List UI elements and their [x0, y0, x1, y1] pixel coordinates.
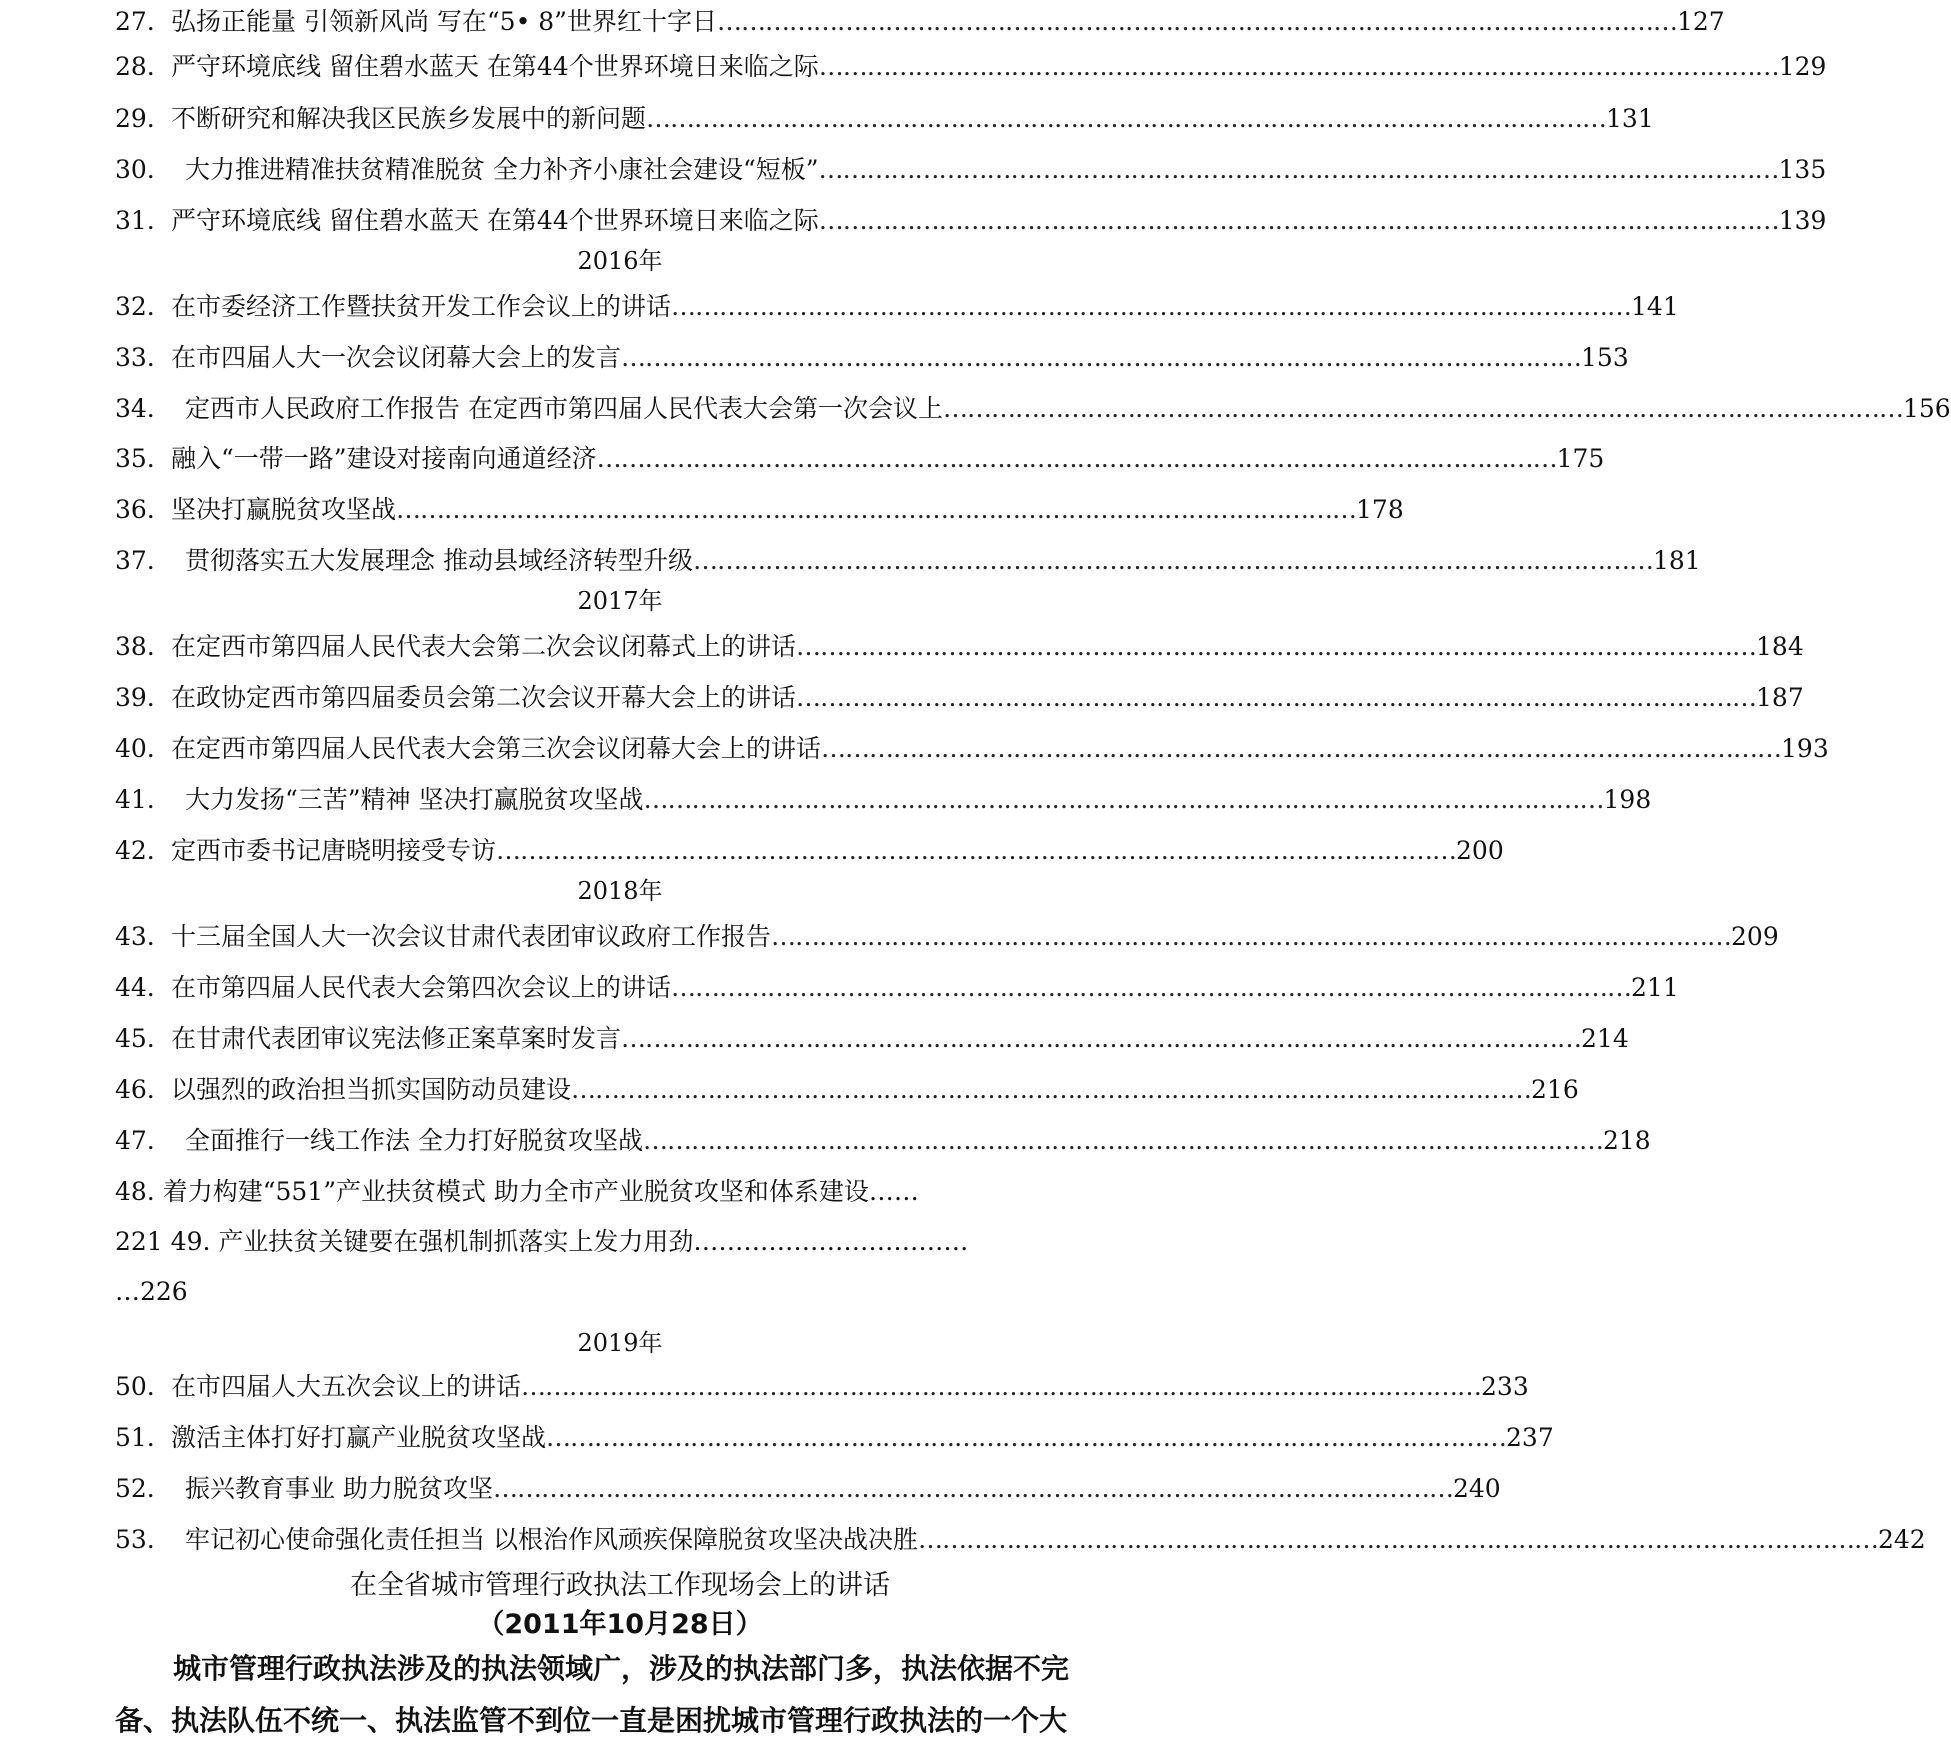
- toc-entry-page: 131: [1606, 104, 1654, 133]
- article-title: 在全省城市管理行政执法工作现场会上的讲话: [350, 1570, 890, 1601]
- toc-entry[interactable]: [115, 915, 1779, 959]
- toc-entry-number: 30.: [115, 155, 155, 184]
- article-date: （2011年10月28日）: [477, 1609, 763, 1640]
- toc-entry-title: 贯彻落实五大发展理念 推动县域经济转型升级: [185, 546, 693, 575]
- toc-entry-title: 全面推行一线工作法 全力打好脱贫攻坚战: [185, 1126, 643, 1155]
- toc-entry[interactable]: [115, 1467, 1501, 1511]
- toc-entry-title: 不断研究和解决我区民族乡发展中的新问题: [171, 104, 647, 133]
- toc-entry[interactable]: [115, 387, 1951, 431]
- toc-entry[interactable]: [115, 829, 1504, 873]
- toc-entry[interactable]: [115, 727, 1829, 771]
- toc-entry[interactable]: [115, 1119, 1651, 1163]
- dot-leader: …………………………………………………………………………………………………………: [546, 1423, 1507, 1452]
- toc-entry[interactable]: [115, 625, 1804, 669]
- toc-entry-page: 216: [1531, 1075, 1579, 1104]
- toc-entry-title: 以强烈的政治担当抓实国防动员建设: [171, 1075, 572, 1104]
- dot-leader: …………………………………………………………………………………………………………: [643, 785, 1604, 814]
- toc-entry-title: 振兴教育事业 助力脱贫攻坚: [185, 1474, 493, 1503]
- toc-entry-number: 42.: [115, 836, 155, 865]
- toc-entry-page: 153: [1581, 343, 1629, 372]
- toc-entry-number: 34.: [115, 394, 155, 423]
- toc-entry-title: 定西市人民政府工作报告 在定西市第四届人民代表大会第一次会议上: [185, 394, 943, 423]
- toc-entry[interactable]: [115, 1017, 1629, 1061]
- dot-leader: …………………………………………………………………………………………………………: [796, 683, 1757, 712]
- dot-leader: …………………………………………………………………………………………………………: [671, 973, 1632, 1002]
- toc-entry[interactable]: [115, 0, 1725, 44]
- toc-entry-page: 156: [1902, 394, 1951, 423]
- toc-entry[interactable]: [115, 285, 1679, 329]
- toc-entry-page: 184: [1756, 632, 1804, 661]
- toc-entry-number: 37.: [115, 546, 155, 575]
- toc-entry[interactable]: [115, 778, 1652, 822]
- toc-entry-title: 大力推进精准扶贫精准脱贫 全力补齐小康社会建设“短板”: [185, 155, 819, 184]
- toc-entry-number: 31.: [115, 206, 155, 235]
- toc-entry-number: 50.: [115, 1372, 155, 1401]
- toc-entry-page: 175: [1556, 444, 1605, 473]
- dot-leader: …………………………………………………………………………………………………………: [818, 52, 1779, 81]
- toc-entry-page: 141: [1631, 292, 1679, 321]
- toc-entry-page: 214: [1581, 1024, 1629, 1053]
- dot-leader: …………………………………………………………………………………………………………: [596, 444, 1557, 473]
- toc-entry-number: 47.: [115, 1126, 155, 1155]
- toc-entry-title: 在市委经济工作暨扶贫开发工作会议上的讲话: [171, 292, 672, 321]
- toc-entry[interactable]: [115, 336, 1629, 380]
- toc-entry-title: 在市第四届人民代表大会第四次会议上的讲话: [171, 973, 672, 1002]
- toc-entry-title: 在甘肃代表团审议宪法修正案草案时发言: [171, 1024, 622, 1053]
- section-year: 2016年: [577, 247, 663, 275]
- toc-entry[interactable]: [115, 1365, 1529, 1409]
- toc-entry-title: 在定西市第四届人民代表大会第三次会议闭幕大会上的讲话: [171, 734, 822, 763]
- toc-entry-number: 32.: [115, 292, 155, 321]
- toc-entry-page: 237: [1506, 1423, 1554, 1452]
- toc-entry-page: 218: [1602, 1126, 1651, 1155]
- toc-wrapped-line: 221 49. 产业扶贫关键要在强机制抓落实上发力用劲……………………………: [115, 1227, 969, 1256]
- toc-entry-page: 135: [1778, 155, 1827, 184]
- toc-entry-page: 178: [1356, 495, 1404, 524]
- dot-leader: …………………………………………………………………………………………………………: [771, 922, 1732, 951]
- article-body-line: 城市管理行政执法涉及的执法领域广，涉及的执法部门多，执法依据不完: [173, 1652, 1070, 1685]
- toc-entry-title: 牢记初心使命强化责任担当 以根治作风顽疾保障脱贫攻坚决战决胜: [185, 1525, 918, 1554]
- toc-entry[interactable]: [115, 97, 1654, 141]
- toc-entry-title: 在市四届人大五次会议上的讲话: [171, 1372, 522, 1401]
- toc-entry[interactable]: [115, 1518, 1926, 1562]
- toc-entry-page: 129: [1778, 52, 1827, 81]
- toc-entry-number: 46.: [115, 1075, 155, 1104]
- toc-entry-page: 139: [1778, 206, 1827, 235]
- toc-entry-number: 39.: [115, 683, 155, 712]
- dot-leader: …………………………………………………………………………………………………………: [521, 1372, 1482, 1401]
- article-body-line: 备、执法队伍不统一、执法监管不到位一直是困扰城市管理行政执法的一个大: [115, 1704, 1068, 1737]
- toc-entry-number: 35.: [115, 444, 155, 473]
- toc-entry-title: 在政协定西市第四届委员会第二次会议开幕大会上的讲话: [171, 683, 797, 712]
- toc-entry-title: 在定西市第四届人民代表大会第二次会议闭幕式上的讲话: [171, 632, 797, 661]
- dot-leader: …………………………………………………………………………………………………………: [796, 632, 1757, 661]
- toc-entry-number: 36.: [115, 495, 155, 524]
- toc-entry-title: 在市四届人大一次会议闭幕大会上的发言: [171, 343, 622, 372]
- toc-entry-number: 41.: [115, 785, 155, 814]
- toc-entry-page: 242: [1877, 1525, 1926, 1554]
- toc-entry-title: 激活主体打好打赢产业脱贫攻坚战: [171, 1423, 547, 1452]
- toc-entry-title: 融入“一带一路”建设对接南向通道经济: [171, 444, 597, 473]
- section-year: 2017年: [577, 587, 663, 615]
- toc-entry-title: 严守环境底线 留住碧水蓝天 在第44个世界环境日来临之际: [171, 52, 819, 81]
- toc-entry-title: 严守环境底线 留住碧水蓝天 在第44个世界环境日来临之际: [171, 206, 819, 235]
- dot-leader: …………………………………………………………………………………………………………: [692, 546, 1653, 575]
- dot-leader: …………………………………………………………………………………………………………: [716, 7, 1677, 36]
- toc-wrapped-line: 48. 着力构建“551”产业扶贫模式 助力全市产业脱贫攻坚和体系建设……: [115, 1177, 919, 1206]
- toc-entry[interactable]: [115, 966, 1679, 1010]
- toc-entry-title: 定西市委书记唐晓明接受专访: [171, 836, 497, 865]
- toc-entry-title: 十三届全国人大一次会议甘肃代表团审议政府工作报告: [171, 922, 772, 951]
- toc-entry[interactable]: [115, 1416, 1554, 1460]
- dot-leader: …………………………………………………………………………………………………………: [621, 1024, 1582, 1053]
- toc-entry-number: 44.: [115, 973, 155, 1002]
- toc-entry[interactable]: [115, 199, 1827, 243]
- toc-entry-page: 193: [1781, 734, 1829, 763]
- toc-entry-number: 28.: [115, 52, 155, 81]
- dot-leader: …………………………………………………………………………………………………………: [818, 206, 1779, 235]
- dot-leader: …………………………………………………………………………………………………………: [642, 1126, 1603, 1155]
- toc-entry-page: 181: [1652, 546, 1701, 575]
- toc-entry[interactable]: [115, 676, 1804, 720]
- dot-leader: …………………………………………………………………………………………………………: [396, 495, 1357, 524]
- toc-entry[interactable]: [115, 148, 1827, 192]
- toc-entry-title: 弘扬正能量 引领新风尚 写在“5• 8”世界红十字日: [171, 7, 717, 36]
- dot-leader: …………………………………………………………………………………………………………: [496, 836, 1457, 865]
- dot-leader: …………………………………………………………………………………………………………: [942, 394, 1903, 423]
- toc-entry-page: 209: [1731, 922, 1779, 951]
- section-year: 2019年: [577, 1329, 663, 1357]
- toc-entry[interactable]: [115, 437, 1605, 481]
- toc-entry-number: 53.: [115, 1525, 155, 1554]
- toc-entry-number: 51.: [115, 1423, 155, 1452]
- toc-entry-page: 187: [1756, 683, 1804, 712]
- toc-entry-page: 233: [1481, 1372, 1529, 1401]
- dot-leader: …………………………………………………………………………………………………………: [671, 292, 1632, 321]
- toc-entry-number: 43.: [115, 922, 155, 951]
- dot-leader: …………………………………………………………………………………………………………: [646, 104, 1607, 133]
- toc-entry-number: 38.: [115, 632, 155, 661]
- toc-entry-number: 33.: [115, 343, 155, 372]
- toc-entry-number: 45.: [115, 1024, 155, 1053]
- toc-entry-title: 坚决打赢脱贫攻坚战: [171, 495, 397, 524]
- toc-entry-number: 52.: [115, 1474, 155, 1503]
- toc-entry-page: 127: [1676, 7, 1725, 36]
- toc-wrapped-line: …226: [115, 1277, 188, 1306]
- dot-leader: …………………………………………………………………………………………………………: [571, 1075, 1532, 1104]
- toc-entry-title: 大力发扬“三苦”精神 坚决打赢脱贫攻坚战: [185, 785, 644, 814]
- dot-leader: …………………………………………………………………………………………………………: [492, 1474, 1453, 1503]
- toc-entry-number: 40.: [115, 734, 155, 763]
- toc-entry[interactable]: [115, 539, 1701, 583]
- toc-entry-page: 211: [1631, 973, 1679, 1002]
- toc-entry-page: 200: [1456, 836, 1504, 865]
- toc-entry-number: 29.: [115, 104, 155, 133]
- dot-leader: …………………………………………………………………………………………………………: [621, 343, 1582, 372]
- toc-entry-number: 27.: [115, 7, 155, 36]
- toc-entry[interactable]: [115, 45, 1827, 89]
- section-year: 2018年: [577, 877, 663, 905]
- toc-entry-page: 240: [1452, 1474, 1501, 1503]
- toc-entry-page: 198: [1603, 785, 1652, 814]
- dot-leader: …………………………………………………………………………………………………………: [917, 1525, 1878, 1554]
- toc-entry[interactable]: [115, 1068, 1579, 1112]
- dot-leader: …………………………………………………………………………………………………………: [818, 155, 1779, 184]
- dot-leader: …………………………………………………………………………………………………………: [821, 734, 1782, 763]
- toc-entry[interactable]: [115, 488, 1404, 532]
